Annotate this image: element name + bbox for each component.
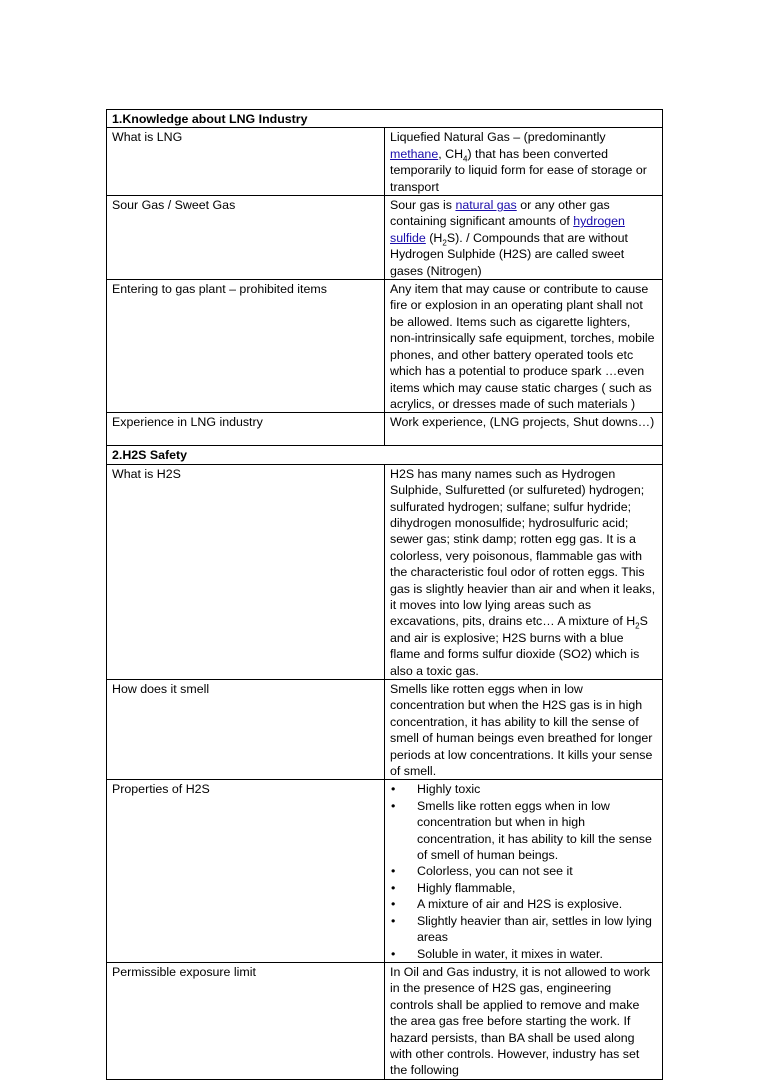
bullet-icon: • <box>391 897 396 912</box>
property-list-item <box>390 781 657 797</box>
section-heading-h2s: 2.H2S Safety <box>107 446 663 464</box>
text-fragment: S and air is explosive; H2S burns with a blue flame and forms sulfur dioxide (SO2) which is also a toxic gas. <box>390 614 648 678</box>
subscript: 2 <box>635 621 640 631</box>
property-list-item <box>390 880 657 896</box>
row-label-what-is-h2s: What is H2S <box>107 464 385 679</box>
subscript: 4 <box>463 154 468 164</box>
property-list-item <box>390 896 657 912</box>
row-value-smell: Smells like rotten eggs when in low concentration but when the H2S gas is in high concentration, it has ability to kill the sense of smell of human beings even breathed for longer periods at low concentrations. It kills your sense of smell. <box>385 680 663 780</box>
properties-list <box>390 781 657 961</box>
bullet-icon: • <box>391 946 396 961</box>
row-label-experience: Experience in LNG industry <box>107 413 385 446</box>
row-value-properties <box>385 780 663 962</box>
hydrogen-sulfide-link[interactable]: hydrogen sulfide <box>390 214 625 245</box>
text-fragment: , CH <box>438 146 464 161</box>
property-list-item <box>390 798 657 864</box>
natural-gas-link[interactable]: natural gas <box>455 198 517 213</box>
row-value-exposure: In Oil and Gas industry, it is not allowed to work in the presence of H2S gas, engineering controls shall be applied to remove and make the area gas free before starting the work. If hazard persists, than BA shall be used along with other controls. However, industry has set the following <box>385 962 663 1079</box>
property-text: Highly flammable, <box>417 880 516 895</box>
row-value-entering-plant: Any item that may cause or contribute to cause fire or explosion in an operating plant shall not be allowed. Items such as cigarette lighters, non-intrinsically safe equipment, torches, mobile phones, and other battery operated tools etc which has a potential to produce spark …even items which may cause static charges ( such as acrylics, or dresses made of such materials ) <box>385 280 663 413</box>
text-fragment: S). / Compounds that are without Hydrogen Sulphide (H2S) are called sweet gases (Nitrogen) <box>390 230 628 278</box>
bullet-icon: • <box>391 798 396 813</box>
row-value-what-is-lng <box>385 128 663 196</box>
text-fragment: (H <box>425 230 443 245</box>
text-fragment: or any other gas containing significant amounts of <box>390 198 610 229</box>
row-label-sour-gas: Sour Gas / Sweet Gas <box>107 196 385 280</box>
knowledge-table <box>106 109 663 1080</box>
row-label-properties: Properties of H2S <box>107 780 385 962</box>
row-label-entering-plant: Entering to gas plant – prohibited items <box>107 280 385 413</box>
property-list-item <box>390 863 657 879</box>
property-text: A mixture of air and H2S is explosive. <box>417 897 623 912</box>
property-text: Slightly heavier than air, settles in low lying areas <box>417 913 652 945</box>
row-label-exposure: Permissible exposure limit <box>107 962 385 1079</box>
bullet-icon: • <box>391 913 396 928</box>
row-value-what-is-h2s <box>385 464 663 679</box>
row-label-what-is-lng: What is LNG <box>107 128 385 196</box>
methane-link[interactable]: methane <box>390 146 439 161</box>
property-text: Colorless, you can not see it <box>417 864 573 879</box>
text-fragment: Liquefied Natural Gas – (predominantly <box>390 130 606 145</box>
text-fragment: Sour gas is <box>390 198 456 213</box>
row-value-experience: Work experience, (LNG projects, Shut downs…) <box>385 413 663 446</box>
property-text: Smells like rotten eggs when in low concentration but when in high concentration, it has ability to kill the sense of smell of human beings. <box>417 798 652 863</box>
property-list-item <box>390 913 657 946</box>
property-text: Highly toxic <box>417 782 481 797</box>
row-label-smell: How does it smell <box>107 680 385 780</box>
property-list-item <box>390 946 657 962</box>
text-fragment: H2S has many names such as Hydrogen Sulphide, Sulfuretted (or sulfureted) hydrogen; sulfurated hydrogen; sulfane; sulfur hydride; dihydrogen monosulfide; hydrosulfuric acid; sewer gas; stink damp; rotten egg gas. It is a colorless, very poisonous, flammable gas with the characteristic foul odor of rotten eggs. This gas is slightly heavier than air and when it leaks, it moves into low lying areas such as excavations, pits, drains etc… A mixture of H <box>390 466 656 629</box>
bullet-icon: • <box>391 782 396 797</box>
subscript: 2 <box>442 238 447 248</box>
row-value-sour-gas <box>385 196 663 280</box>
bullet-icon: • <box>391 880 396 895</box>
text-fragment: ) that has been converted temporarily to liquid form for ease of storage or transport <box>390 146 647 194</box>
section-heading-lng: 1.Knowledge about LNG Industry <box>107 110 663 128</box>
property-text: Soluble in water, it mixes in water. <box>417 946 603 961</box>
bullet-icon: • <box>391 864 396 879</box>
